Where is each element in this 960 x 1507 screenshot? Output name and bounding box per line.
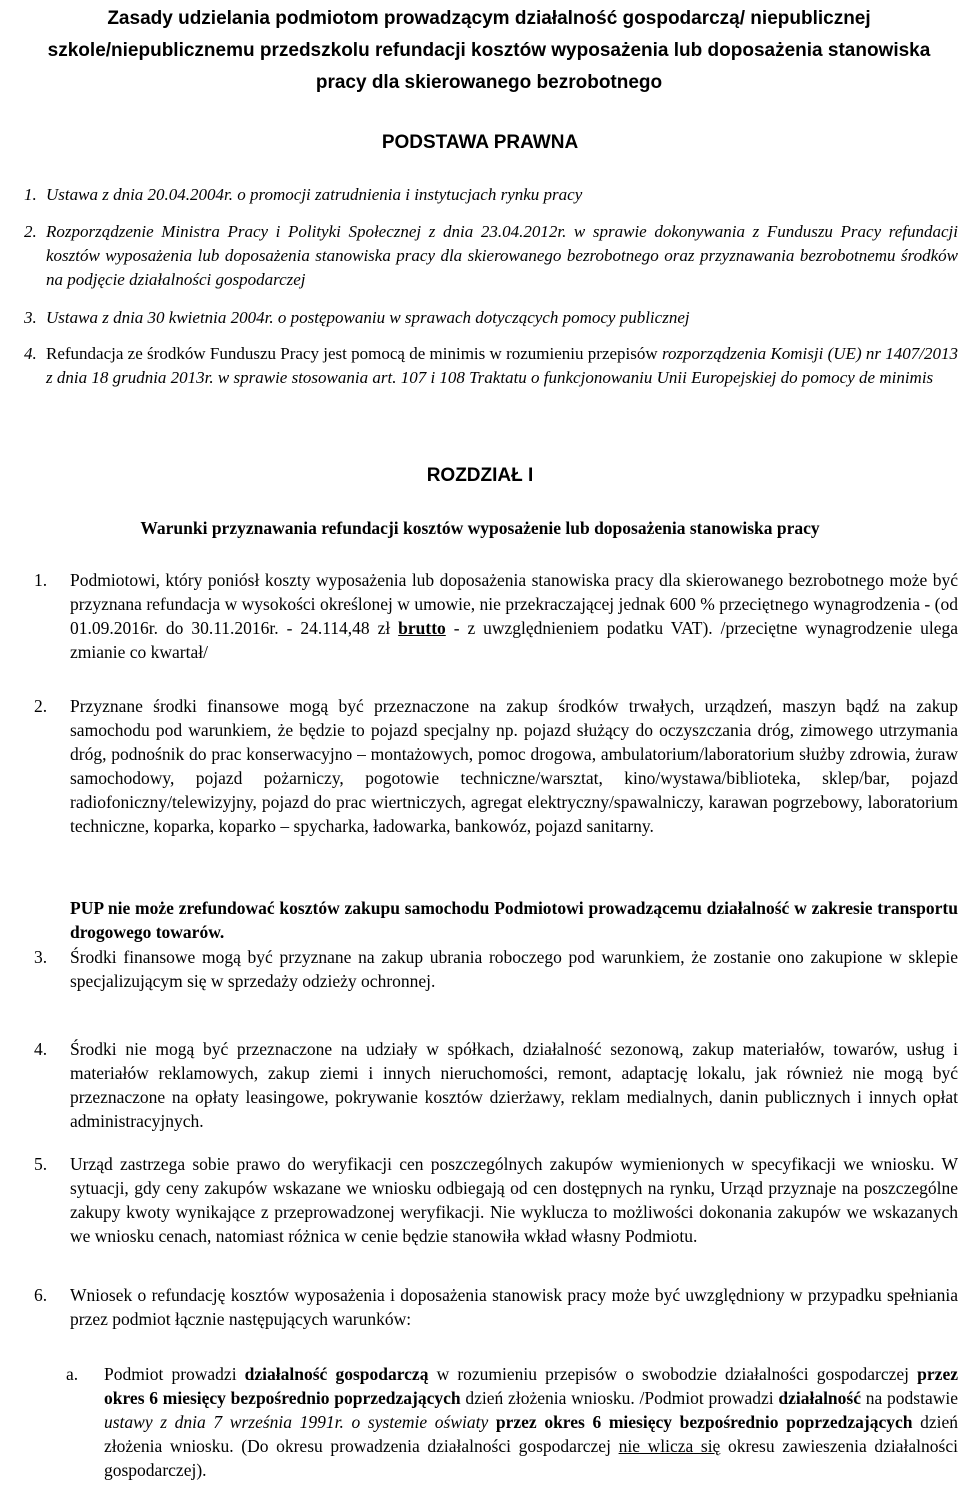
text-part: Podmiot prowadzi xyxy=(104,1364,245,1384)
legal-basis-item-1 xyxy=(24,183,958,207)
text-part: w rozumieniu przepisów o swobodzie działalności gospodarczej xyxy=(428,1364,918,1384)
legal-basis-item-3 xyxy=(24,306,958,330)
paragraph-number: 4. xyxy=(34,1039,48,1059)
paragraph-text-part: - z uwzględnieniem podatku VAT). /przeciętne wynagrodzenie ulega zmianie co kwartał/ xyxy=(70,618,958,662)
item-number: 2. xyxy=(24,222,37,241)
item-number: 3. xyxy=(24,308,37,327)
item-text-part-italic: rozporządzenia Komisji (UE) nr 1407/2013 z dnia 18 grudnia 2013r. w sprawie stosowania art. 107 i 108 Traktatu o funkcjonowaniu Unii Europejskiej do pomocy de minimis xyxy=(46,344,958,387)
paragraph-text-part: Podmiotowi, który poniósł koszty wyposażenia lub doposażenia stanowiska pracy dla skierowanego bezrobotnego może być przyznana refundacja w wysokości określonej w umowie, nie przekraczającej jednak 600 % przeciętnego wynagrodzenia - (od 01.09.2016r. do 30.11.2016r. - 24.114,48 zł xyxy=(70,570,958,638)
paragraph-number: 6. xyxy=(34,1285,48,1305)
paragraph-text: Wniosek o refundację kosztów wyposażenia i doposażenia stanowisk pracy może być uwzględniony w przypadku spełniania przez podmiot łącznie następujących warunków: xyxy=(70,1285,958,1329)
item-text-part: Refundacja ze środków Funduszu Pracy jest pomocą de minimis w rozumieniu przepisów xyxy=(46,344,662,363)
text-part: na podstawie xyxy=(861,1388,958,1408)
chapter-subheading: Warunki przyznawania refundacji kosztów wyposażenie lub doposażenia stanowiska pracy xyxy=(140,518,820,538)
emphasis-bold: przez okres 6 miesięcy bezpośrednio poprzedzających xyxy=(104,1364,958,1408)
paragraph-number: 2. xyxy=(34,696,48,716)
item-text xyxy=(46,342,958,390)
text-part: dzień złożenia wniosku. (Do okresu prowadzenia działalności gospodarczej xyxy=(104,1412,958,1456)
emphasis-bold: działalność gospodarczą xyxy=(244,1364,429,1384)
condition-a xyxy=(66,1362,958,1482)
paragraph-number: 3. xyxy=(34,947,48,967)
text-part: dzień złożenia wniosku. /Podmiot prowadzi xyxy=(460,1388,779,1408)
paragraph-text: Przyznane środki finansowe mogą być przeznaczone na zakup środków trwałych, urządzeń, maszyn bądź na zakup samochodu pod warunkiem, że będzie to pojazd specjalny np. pojazd służący do oczyszczania dróg, zimowego utrzymania dróg, podnośnik do prac konserwacyjno – montażowych, pomoc drogowa, ambulatorium/laboratorium służby zdrowia, żuraw samochodowy, pojazd pożarniczy, pogotowie techniczne/warsztat, kino/wystawa/biblioteka, sklep/bar, pojazd radiofoniczny/telewizyjny, pojazd do prac wiertniczych, agregat elektryczny/spawalniczy, karawan pogrzebowy, laboratorium techniczne, koparka, koparko – spycharka, ładowarka, bankowóz, pojazd sanitarny. xyxy=(70,696,958,836)
condition-letter: a. xyxy=(66,1364,79,1384)
transport-note: PUP nie może zrefundować kosztów zakupu samochodu Podmiotowi prowadzącemu działalność w zakresie transportu drogowego towarów. xyxy=(70,898,958,942)
paragraph-text: Urząd zastrzega sobie prawo do weryfikacji cen poszczególnych zakupów wymienionych w specyfikacji we wniosku. W sytuacji, gdy ceny zakupów wskazane we wniosku odbiegają od cen dostępnych na rynku, Urząd przyznaje na poszczególne zakupy kwoty wynikające z przeprowadzonej weryfikacji. Nie wyklucza to możliwości dokonania zakupów we wskazanych we wniosku cenach, natomiast różnica w cenie będzie stanowiła wkład własny Podmiotu. xyxy=(70,1154,958,1246)
item-text: Rozporządzenie Ministra Pracy i Polityki Społecznej z dnia 23.04.2012r. w sprawie dokonywania z Funduszu Pracy refundacji kosztów wyposażenia lub doposażenia stanowiska pracy dla skierowanego bezrobotnego oraz przyznawania bezrobotnemu środków na podjęcie działalności gospodarczej xyxy=(46,222,958,289)
condition-text xyxy=(104,1362,958,1482)
emphasis-bold: przez okres 6 miesięcy bezpośrednio poprzedzających xyxy=(495,1412,913,1432)
paragraph-text: Środki nie mogą być przeznaczone na udziały w spółkach, działalność sezonową, zakup materiałów, towarów, usług i materiałów reklamowych, zakup ziemi i innych nieruchomości, remont, adaptację lokalu, jak również nie mogą być przeznaczone na opłaty leasingowe, pokrywanie kosztów dzierżawy, reklam medialnych, danin publicznych i innych opłat administracyjnych. xyxy=(70,1039,958,1131)
item-text: Ustawa z dnia 30 kwietnia 2004r. o postępowaniu w sprawach dotyczących pomocy publicznej xyxy=(46,308,690,327)
paragraph-4 xyxy=(34,1037,958,1133)
item-number: 4. xyxy=(24,344,37,363)
paragraph-3 xyxy=(34,945,958,993)
paragraph-text: Środki finansowe mogą być przyznane na zakup ubrania roboczego pod warunkiem, że zostanie ono zakupione w sklepie specjalizującym się w sprzedaży odzieży ochronnej. xyxy=(70,947,958,991)
paragraph-2 xyxy=(34,694,958,838)
item-number: 1. xyxy=(24,185,37,204)
text-part xyxy=(488,1412,496,1432)
paragraph-number: 1. xyxy=(34,570,48,590)
emphasis-bold: działalność xyxy=(778,1388,861,1408)
paragraph-number: 5. xyxy=(34,1154,48,1174)
emphasis-italic: ustawy z dnia 7 września 1991r. o systemie oświaty xyxy=(104,1412,489,1432)
paragraph-5 xyxy=(34,1152,958,1248)
paragraph-1 xyxy=(34,568,958,664)
text-part: okresu zawieszenia działalności gospodarczej). xyxy=(104,1436,958,1480)
chapter-heading: ROZDZIAŁ I xyxy=(426,465,534,486)
legal-basis-item-2 xyxy=(24,220,958,292)
paragraph-text xyxy=(70,568,958,664)
emphasis-underline: nie wlicza się xyxy=(618,1436,721,1456)
paragraph-6 xyxy=(34,1283,958,1331)
item-text: Ustawa z dnia 20.04.2004r. o promocji zatrudnienia i instytucjach rynku pracy xyxy=(46,185,583,204)
legal-basis-heading: PODSTAWA PRAWNA xyxy=(381,132,579,153)
emphasis-brutto: brutto xyxy=(398,618,446,638)
legal-basis-item-4 xyxy=(24,342,958,390)
document-title: Zasady udzielania podmiotom prowadzącym działalność gospodarczą/ niepublicznej szkole/niepublicznemu przedszkolu refundacji kosztów wyposażenia lub doposażenia stanowiska pracy dla skierowanego bezrobotnego xyxy=(47,8,931,93)
